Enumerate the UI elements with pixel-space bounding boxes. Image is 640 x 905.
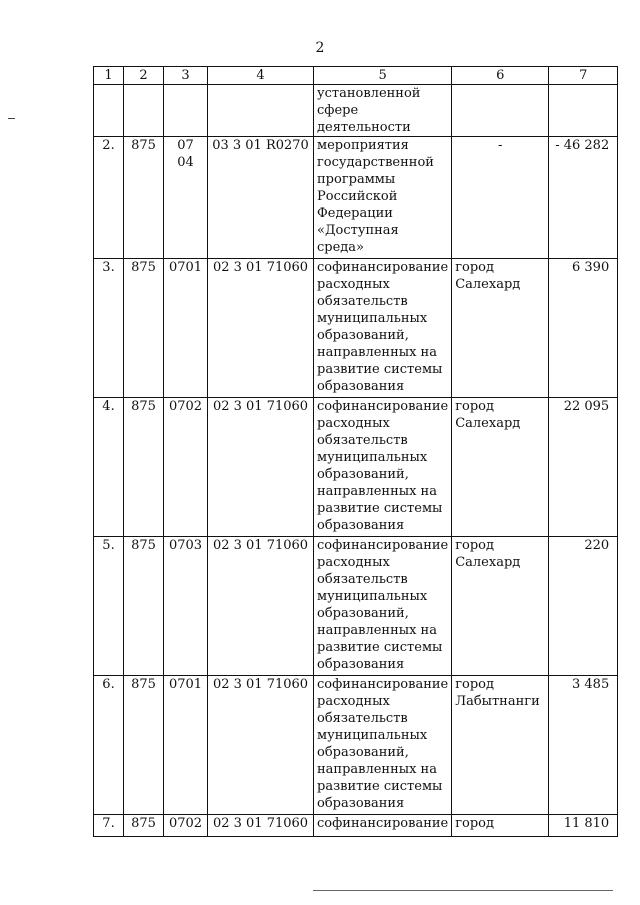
admin-code-cell: 875 — [124, 137, 164, 259]
table-row — [94, 815, 618, 837]
row-number: 2. — [94, 137, 124, 259]
row-number: 6. — [94, 676, 124, 815]
header-cell: 1 — [94, 67, 124, 85]
section-cell — [164, 85, 208, 137]
territory-cell: город Салехард — [452, 398, 549, 537]
target-article-cell: 02 3 01 71060 — [208, 398, 314, 537]
row-number: 5. — [94, 537, 124, 676]
admin-code-cell: 875 — [124, 815, 164, 837]
admin-code-cell: 875 — [124, 676, 164, 815]
table-row — [94, 537, 618, 676]
table-row — [94, 259, 618, 398]
budget-table — [93, 66, 618, 837]
section-cell: 0703 — [164, 537, 208, 676]
admin-code-cell: 875 — [124, 259, 164, 398]
header-cell: 4 — [208, 67, 314, 85]
amount-cell: - 46 282 — [549, 137, 618, 259]
header-cell: 5 — [314, 67, 452, 85]
target-article-cell: 02 3 01 71060 — [208, 259, 314, 398]
table-header-row — [94, 67, 618, 85]
header-cell: 2 — [124, 67, 164, 85]
header-cell: 7 — [549, 67, 618, 85]
target-article-cell: 02 3 01 71060 — [208, 537, 314, 676]
territory-cell: город Лабытнанги — [452, 676, 549, 815]
amount-cell: 22 095 — [549, 398, 618, 537]
purpose-cell: софинансирование расходных обязательств муниципальных образований, направленных на развитие системы образования — [314, 676, 452, 815]
target-article-cell: 02 3 01 71060 — [208, 676, 314, 815]
margin-mark — [8, 118, 15, 119]
purpose-cell: софинансирование — [314, 815, 452, 837]
purpose-cell: софинансирование расходных обязательств муниципальных образований, направленных на развитие системы образования — [314, 537, 452, 676]
purpose-cell: софинансирование расходных обязательств муниципальных образований, направленных на развитие системы образования — [314, 259, 452, 398]
territory-cell: город Салехард — [452, 259, 549, 398]
row-number — [94, 85, 124, 137]
row-number: 4. — [94, 398, 124, 537]
target-article-cell: 03 3 01 R0270 — [208, 137, 314, 259]
page-bottom-line — [313, 890, 613, 891]
amount-cell: 11 810 — [549, 815, 618, 837]
header-cell: 3 — [164, 67, 208, 85]
target-article-cell — [208, 85, 314, 137]
amount-cell: 3 485 — [549, 676, 618, 815]
header-cell: 6 — [452, 67, 549, 85]
table-row — [94, 398, 618, 537]
purpose-cell: мероприятия государственной программы Российской Федерации «Доступная среда» — [314, 137, 452, 259]
territory-cell — [452, 85, 549, 137]
amount-cell: 6 390 — [549, 259, 618, 398]
admin-code-cell: 875 — [124, 537, 164, 676]
row-number: 3. — [94, 259, 124, 398]
section-cell: 07 04 — [164, 137, 208, 259]
territory-cell: - — [452, 137, 549, 259]
table-row — [94, 85, 618, 137]
table-row — [94, 137, 618, 259]
amount-cell: 220 — [549, 537, 618, 676]
territory-cell: город Салехард — [452, 537, 549, 676]
table-row — [94, 676, 618, 815]
purpose-cell: софинансирование расходных обязательств муниципальных образований, направленных на развитие системы образования — [314, 398, 452, 537]
section-cell: 0701 — [164, 676, 208, 815]
amount-cell — [549, 85, 618, 137]
page-number: 2 — [315, 40, 325, 56]
purpose-cell: установленной сфере деятельности — [314, 85, 452, 137]
admin-code-cell — [124, 85, 164, 137]
section-cell: 0702 — [164, 398, 208, 537]
admin-code-cell: 875 — [124, 398, 164, 537]
section-cell: 0702 — [164, 815, 208, 837]
row-number: 7. — [94, 815, 124, 837]
section-cell: 0701 — [164, 259, 208, 398]
territory-cell: город — [452, 815, 549, 837]
target-article-cell: 02 3 01 71060 — [208, 815, 314, 837]
